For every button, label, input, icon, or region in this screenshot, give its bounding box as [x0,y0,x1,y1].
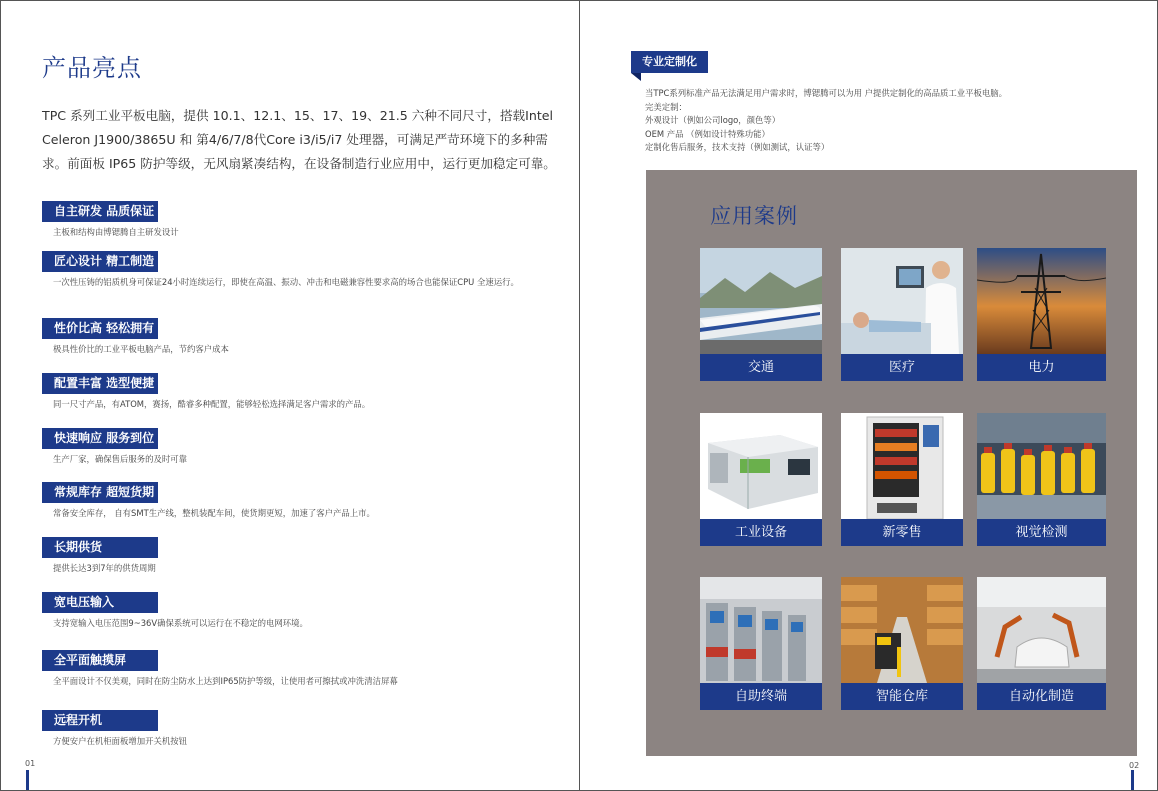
intro-paragraph: TPC 系列工业平板电脑，提供 10.1、12.1、15、17、19、21.5 六种不同尺寸，搭载Intel Celeron J1900/3865U 和 第4/6/7/8代Core i3/i5/i7 处理器，可满足严苛环境下的多种需求。前面板 IP65 防护等级，无风扇紧凑结构，在设备制造行业应用中，运行更加稳定可靠。 [42,108,556,171]
feature-desc: 提供长达3到7年的供货周期 [53,563,156,573]
case-card-kiosk [700,577,822,710]
feature-item [42,200,562,239]
feature-desc: 全平面设计不仅美观，同时在防尘防水上达到IP65防护等级，让使用者可擦拭或冲洗清洁屏幕 [53,676,398,686]
feature-item [42,481,562,520]
case-card-industrial [700,413,822,546]
custom-line: 定制化售后服务，技术支持（例如测试，认证等） [645,142,830,152]
robot-assembly-line-photo [977,577,1106,683]
feature-tag: 远程开机 [42,710,158,731]
case-card-vision [977,413,1106,546]
feature-item [42,317,562,356]
feature-item [42,427,562,466]
feature-desc: 一次性压铸的铝质机身可保证24小时连续运行，即使在高温、振动、冲击和电磁兼容性要求高的场合也能保证CPU 全速运行。 [53,277,519,287]
feature-tag: 自主研发 品质保证 [42,201,158,222]
custom-line: 完美定制： [645,101,687,112]
case-card-medical [841,248,963,381]
case-label: 电力 [977,354,1106,381]
case-label: 工业设备 [700,519,822,546]
custom-line: OEM 产品 （例如设计特殊功能） [645,128,770,139]
case-label: 自动化制造 [977,683,1106,710]
custom-tag: 专业定制化 [631,51,708,73]
case-card-retail [841,413,963,546]
case-card-warehouse [841,577,963,710]
feature-desc: 主板和结构由博锶腾自主研发设计 [53,227,179,237]
case-card-power [977,248,1106,381]
feature-tag: 常规库存 超短货期 [42,482,158,503]
feature-item [42,591,562,630]
feature-item [42,536,562,575]
page-marker [1131,770,1134,790]
feature-item [42,250,562,289]
cases-panel [646,170,1137,756]
feature-tag: 宽电压输入 [42,592,158,613]
case-label: 新零售 [841,519,963,546]
feature-tag: 快速响应 服务到位 [42,428,158,449]
feature-item [42,649,562,688]
feature-desc: 支持宽输入电压范围9~36V确保系统可以运行在不稳定的电网环境。 [53,618,308,628]
cases-title: 应用案例 [710,204,798,228]
feature-tag: 匠心设计 精工制造 [42,251,158,272]
feature-tag: 长期供货 [42,537,158,558]
feature-item [42,709,562,748]
feature-tag: 全平面触摸屏 [42,650,158,671]
feature-desc: 极具性价比的工业平板电脑产品，节约客户成本 [53,344,229,354]
page-marker [26,770,29,790]
custom-line: 当TPC系列标准产品无法满足用户需求时，博锶腾可以为用 户提供定制化的高品质工业平板电脑。 [645,88,1008,98]
feature-desc: 方便安户在机柜面板增加开关机按钮 [53,736,187,746]
page-number: 01 [25,759,36,768]
high-speed-train-photo [700,248,822,354]
case-label: 自助终端 [700,683,822,710]
custom-description [645,87,1125,155]
page-number: 02 [1129,761,1140,770]
feature-desc: 生产厂家，确保售后服务的及时可靠 [53,454,187,464]
custom-line: 外观设计（例如公司logo，颜色等） [645,115,781,125]
case-card-automation [977,577,1106,710]
power-tower-photo [977,248,1106,354]
case-label: 交通 [700,354,822,381]
page-title: 产品亮点 [42,54,142,82]
feature-desc: 常备安全库存， 自有SMT生产线，整机装配车间，使货期更短，加速了客户产品上市。 [53,508,375,518]
feature-tag: 性价比高 轻松拥有 [42,318,158,339]
bottle-inspection-photo [977,413,1106,519]
right-page [580,0,1158,791]
laser-cutting-machine-photo [700,413,822,519]
feature-tag: 配置丰富 选型便捷 [42,373,158,394]
case-label: 智能仓库 [841,683,963,710]
case-label: 医疗 [841,354,963,381]
feature-desc: 同一尺寸产品，有ATOM，赛扬，酷睿多种配置，能够轻松选择满足客户需求的产品。 [53,399,371,409]
doctor-patient-photo [841,248,963,354]
vending-machine-photo [841,413,963,519]
warehouse-forklift-photo [841,577,963,683]
case-label: 视觉检测 [977,519,1106,546]
feature-item [42,372,562,411]
case-card-transport [700,248,822,381]
self-service-kiosk-photo [700,577,822,683]
